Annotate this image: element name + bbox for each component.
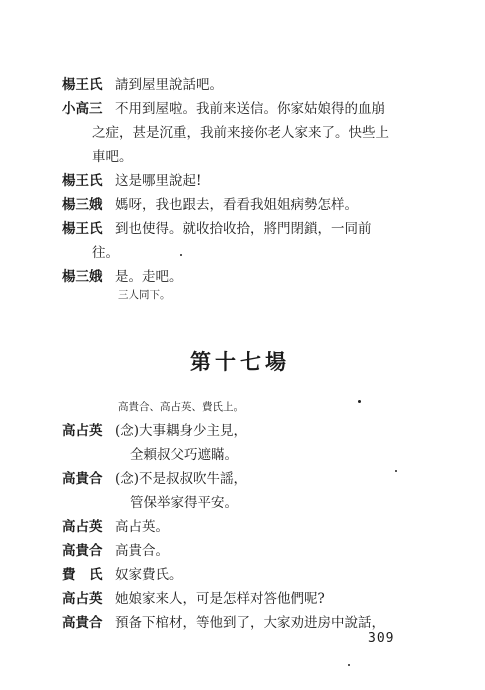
dialogue-line [62, 518, 169, 536]
dialogue-text: 不用到屋啦。我前来送信。你家姑娘得的血崩 [115, 101, 385, 117]
dialogue-continuation [92, 124, 389, 142]
dialogue-text: 媽呀，我也跟去，看看我姐姐病勢怎样。 [115, 197, 358, 213]
dialogue-line [62, 172, 201, 190]
verse-continuation [130, 494, 238, 512]
dialogue-text: 車吧。 [92, 149, 133, 165]
speaker-name: 楊三娥 [62, 269, 103, 285]
dialogue-line [62, 590, 325, 608]
dialogue-line [62, 268, 183, 286]
dialogue-text: 到也使得。就收拾收拾，將門閉鎖，一同前 [115, 221, 372, 237]
speaker-name: 高占英 [62, 423, 103, 439]
dialogue-text: 往。 [92, 245, 119, 261]
speaker-name: 高貴合 [62, 615, 103, 631]
speaker-name: 楊王氏 [62, 173, 103, 189]
dialogue-text: 預备下棺材，等他到了，大家劝进房中說話， [115, 615, 385, 631]
speaker-name: 高占英 [62, 519, 103, 535]
dialogue-text: 全頼叔父巧遮瞞。 [130, 447, 238, 463]
dialogue-text: 高貴合。 [115, 543, 169, 559]
dialogue-text: (念)大事耦身少主見， [115, 423, 248, 439]
ink-speck [395, 470, 397, 472]
ink-speck [348, 664, 350, 666]
verse-continuation [130, 446, 238, 464]
dialogue-line [62, 100, 385, 118]
speaker-name: 楊王氏 [62, 221, 103, 237]
dialogue-line [62, 422, 247, 440]
dialogue-line [62, 196, 358, 214]
speaker-name: 高占英 [62, 591, 103, 607]
speaker-name: 費 氏 [62, 567, 103, 583]
ink-speck [358, 400, 361, 403]
dialogue-line [62, 542, 169, 560]
dialogue-line [62, 566, 183, 584]
dialogue-text: 請到屋里說話吧。 [115, 77, 223, 93]
speaker-name: 小高三 [62, 101, 103, 117]
dialogue-continuation [92, 148, 133, 166]
page-number: 309 [368, 631, 395, 646]
speaker-name: 高貴合 [62, 471, 103, 487]
dialogue-line [62, 614, 385, 632]
speaker-name: 楊三娥 [62, 197, 103, 213]
ink-speck [180, 254, 182, 256]
dialogue-text: 管保举家得平安。 [130, 495, 238, 511]
dialogue-text: 奴家費氏。 [115, 567, 183, 583]
dialogue-text: 高占英。 [115, 519, 169, 535]
dialogue-text: 是。走吧。 [115, 269, 183, 285]
speaker-name: 楊王氏 [62, 77, 103, 93]
dialogue-text: 这是哪里說起! [115, 173, 202, 189]
stage-direction: 三人同下。 [118, 289, 171, 301]
dialogue-text: 她娘家来人，可是怎样对答他們呢? [115, 591, 325, 607]
stage-direction: 高貴合、高占英、費氏上。 [118, 401, 244, 413]
dialogue-line [62, 470, 247, 488]
dialogue-text: 之症，甚是沉重，我前来接你老人家来了。快些上 [92, 125, 389, 141]
dialogue-continuation [92, 244, 119, 262]
scene-title: 第十七場 [190, 349, 290, 374]
speaker-name: 高貴合 [62, 543, 103, 559]
dialogue-text: (念)不是叔叔吹牛謡， [115, 471, 248, 487]
dialogue-line [62, 220, 372, 238]
dialogue-line [62, 76, 223, 94]
